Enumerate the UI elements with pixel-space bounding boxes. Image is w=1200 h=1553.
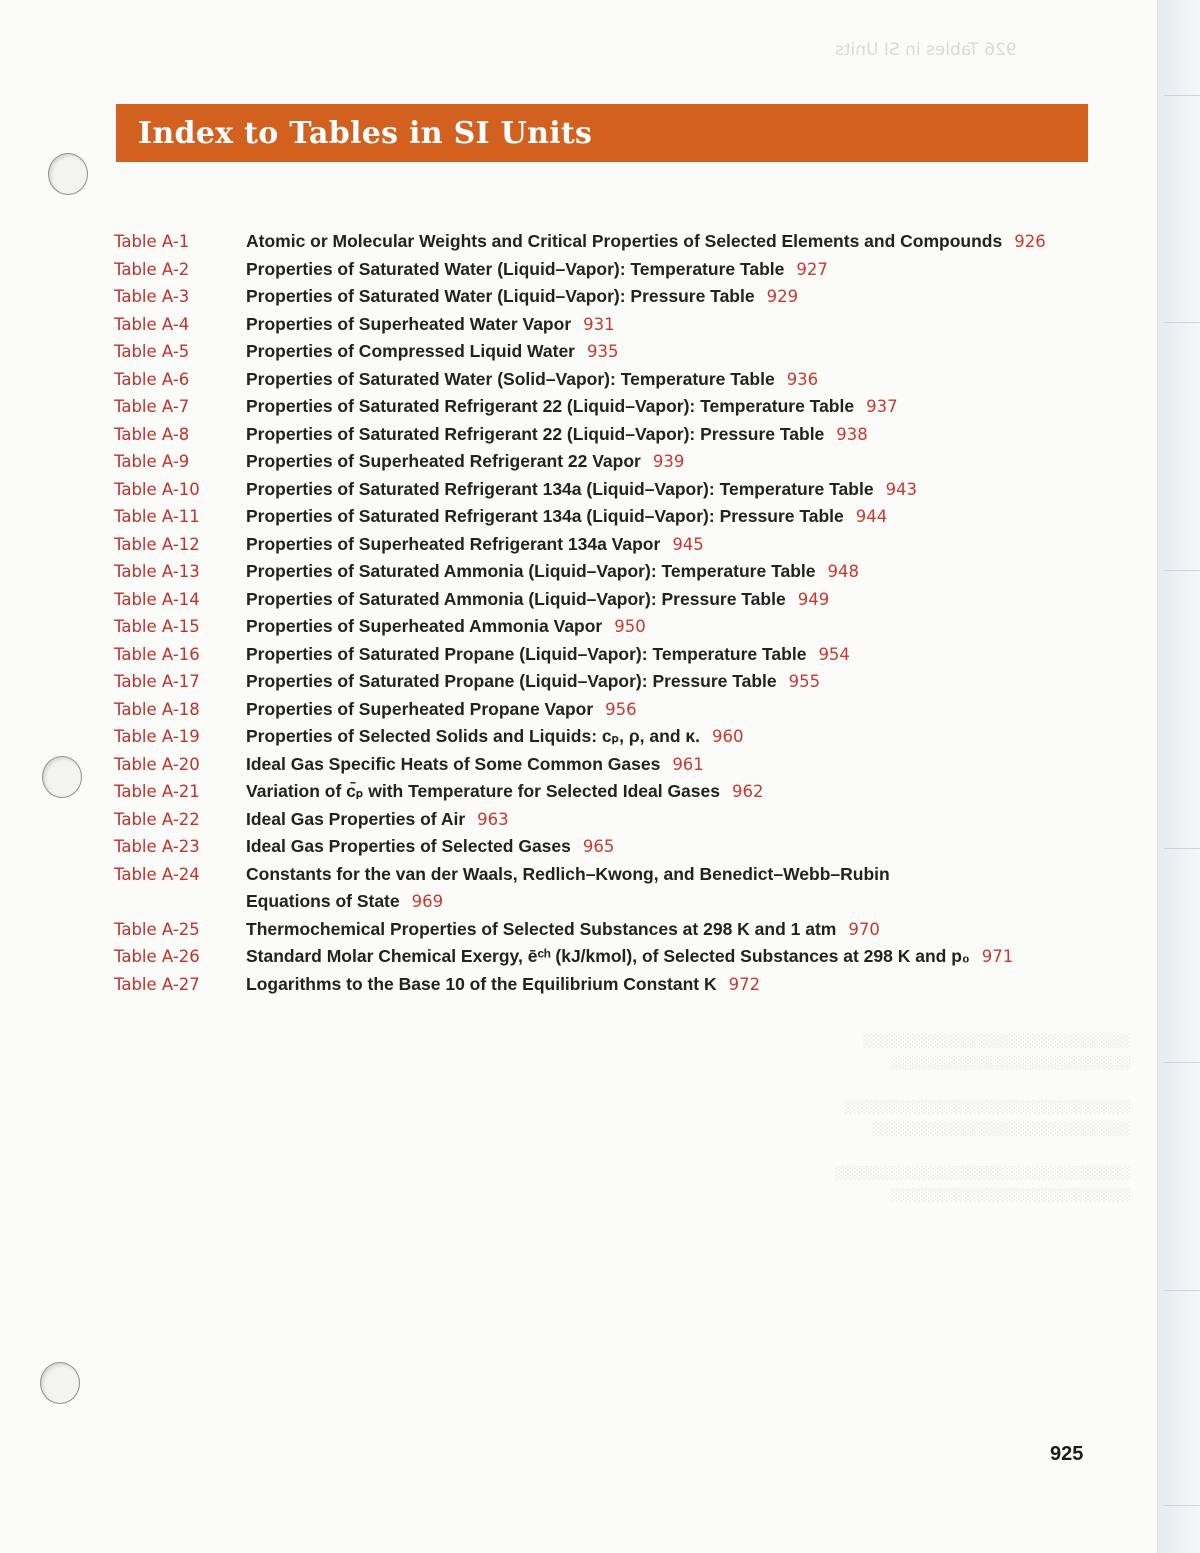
- table-title-text: Properties of Saturated Refrigerant 22 (Liquid–Vapor): Pressure Table: [246, 423, 825, 444]
- table-page-number: 962: [732, 782, 764, 801]
- index-entry: [0, 861, 1160, 916]
- index-entry: [0, 586, 1160, 614]
- table-title-text: Properties of Saturated Water (Solid–Vapor): Temperature Table: [246, 368, 775, 389]
- table-title: [246, 751, 1086, 779]
- table-page-number: 931: [583, 314, 615, 334]
- table-page-number: 939: [652, 452, 685, 471]
- table-page-number: 972: [728, 974, 761, 994]
- table-title-text: Atomic or Molecular Weights and Critical Properties of Selected Elements and Compounds: [246, 231, 1003, 251]
- table-title-text: Variation of c̄ₚ with Temperature for Selected Ideal Gases: [246, 781, 720, 801]
- index-entry: [0, 256, 1160, 284]
- index-entry: [0, 393, 1160, 421]
- table-label: Table A-27: [114, 974, 200, 994]
- table-label: Table A-20: [114, 754, 200, 774]
- table-title-text: Properties of Saturated Ammonia (Liquid–Vapor): Pressure Table: [246, 588, 786, 609]
- title-banner: [116, 104, 1088, 162]
- table-page-number: 927: [796, 259, 828, 279]
- table-label: Table A-7: [114, 397, 190, 416]
- table-page-number: 948: [827, 562, 859, 581]
- table-title-text: Properties of Superheated Water Vapor: [246, 313, 572, 334]
- table-title-continuation: Equations of State: [246, 891, 400, 911]
- table-index-list: [0, 228, 1160, 998]
- table-page-number: 929: [766, 287, 799, 306]
- table-page-number: 956: [605, 699, 637, 719]
- bleed-through-header: 926 Tables in SI Units: [835, 40, 1017, 60]
- table-title: [246, 806, 1086, 834]
- table-page-number: 936: [786, 369, 819, 389]
- table-label: Table A-11: [114, 507, 200, 526]
- table-label: Table A-13: [114, 562, 200, 581]
- table-title: [246, 338, 1086, 366]
- table-page-number: 954: [818, 644, 850, 664]
- index-entry: [0, 833, 1160, 861]
- punch-hole-bottom: [40, 1362, 80, 1404]
- table-title-text: Properties of Selected Solids and Liquids: cₚ, ρ, and κ.: [246, 726, 700, 746]
- table-label: Table A-19: [114, 727, 200, 746]
- table-page-number: 960: [712, 727, 744, 746]
- table-page-number: 963: [477, 809, 509, 829]
- table-page-number: 969: [411, 892, 444, 911]
- table-title: [246, 696, 1086, 724]
- index-entry: [0, 311, 1160, 339]
- index-entry: [0, 723, 1160, 751]
- table-title: [246, 228, 1086, 256]
- table-title-text: Properties of Saturated Refrigerant 134a (Liquid–Vapor): Pressure Table: [246, 506, 844, 526]
- table-page-number: 970: [848, 919, 880, 939]
- bleed-through-text: ░░░░░░░░░░░░░░░░░░░░░░░░░░░░░ ░░░░░░░░░░░░░░░░░░░░░░░░░░ ░░░░░░░░░░░░░░░░░░░░░░░░░░░░░░░ ░░░░░░░░░░░░░░░░░░░░░░░░░░░░ ░░░░░░░░░░░░░░░░░░░░░░░░░░░░░░░░ ░░░░░░░░░░░░░░░░░░░░░░░░░░: [834, 1034, 1130, 1202]
- index-entry: [0, 476, 1160, 504]
- table-label: Table A-1: [114, 232, 190, 251]
- table-title: [246, 723, 1086, 751]
- table-label: Table A-8: [114, 424, 190, 444]
- table-page-number: 955: [788, 672, 821, 691]
- index-entry: [0, 668, 1160, 696]
- index-entry: [0, 228, 1160, 256]
- table-title: [246, 641, 1086, 669]
- table-title: [246, 943, 1086, 971]
- table-title-text: Properties of Saturated Water (Liquid–Vapor): Temperature Table: [246, 258, 785, 279]
- table-label: Table A-5: [114, 342, 190, 361]
- table-label: Table A-17: [114, 672, 200, 691]
- table-title-text: Properties of Saturated Propane (Liquid–Vapor): Pressure Table: [246, 671, 777, 691]
- table-page-number: 938: [836, 424, 868, 444]
- table-label: Table A-9: [114, 452, 190, 471]
- table-title: [246, 366, 1086, 394]
- table-page-number: 961: [672, 754, 704, 774]
- table-label: Table A-4: [114, 314, 190, 334]
- table-title: [246, 613, 1086, 641]
- table-label: Table A-16: [114, 644, 200, 664]
- table-page-number: 926: [1014, 232, 1046, 251]
- table-title-text: Properties of Saturated Ammonia (Liquid–Vapor): Temperature Table: [246, 561, 816, 581]
- table-title: [246, 916, 1086, 944]
- table-page-number: 950: [614, 617, 646, 636]
- index-entry: [0, 943, 1160, 971]
- table-title: [246, 503, 1086, 531]
- table-title: [246, 586, 1086, 614]
- table-title: [246, 861, 1086, 916]
- table-page-number: 945: [672, 534, 704, 554]
- table-title: [246, 393, 1086, 421]
- table-title: [246, 256, 1086, 284]
- index-entry: [0, 751, 1160, 779]
- table-label: Table A-6: [114, 369, 190, 389]
- table-title: [246, 283, 1086, 311]
- table-label: Table A-15: [114, 617, 200, 636]
- table-label: Table A-23: [114, 837, 200, 856]
- table-title: [246, 778, 1086, 806]
- index-entry: [0, 696, 1160, 724]
- table-title-text: Properties of Saturated Water (Liquid–Vapor): Pressure Table: [246, 286, 755, 306]
- table-title: [246, 558, 1086, 586]
- page-edge: [1157, 0, 1200, 1553]
- table-page-number: 943: [885, 479, 918, 499]
- table-page-number: 965: [582, 837, 615, 856]
- page-title: Index to Tables in SI Units: [138, 116, 593, 151]
- table-title-text: Ideal Gas Specific Heats of Some Common Gases: [246, 753, 661, 774]
- table-title-text: Logarithms to the Base 10 of the Equilibrium Constant K: [246, 973, 717, 994]
- index-entry: [0, 916, 1160, 944]
- index-entry: [0, 641, 1160, 669]
- index-entry: [0, 558, 1160, 586]
- table-label: Table A-12: [114, 534, 200, 554]
- table-label: Table A-10: [114, 479, 200, 499]
- index-entry: [0, 531, 1160, 559]
- table-title-text: Properties of Saturated Propane (Liquid–Vapor): Temperature Table: [246, 643, 807, 664]
- table-title-text: Properties of Superheated Propane Vapor: [246, 698, 594, 719]
- table-title-text: Ideal Gas Properties of Air: [246, 808, 466, 829]
- table-label: Table A-2: [114, 259, 190, 279]
- page-number: 925: [1050, 1443, 1084, 1465]
- table-title: [246, 971, 1086, 999]
- table-title: [246, 448, 1086, 476]
- table-title-text: Properties of Saturated Refrigerant 134a (Liquid–Vapor): Temperature Table: [246, 478, 874, 499]
- table-label: Table A-21: [114, 782, 200, 801]
- table-title-text: Constants for the van der Waals, Redlich–Kwong, and Benedict–Webb–Rubin: [246, 863, 890, 884]
- table-label: Table A-24: [114, 864, 200, 884]
- table-title: [246, 668, 1086, 696]
- table-title: [246, 833, 1086, 861]
- table-title: [246, 421, 1086, 449]
- table-title-text: Properties of Superheated Refrigerant 134a Vapor: [246, 533, 661, 554]
- index-entry: [0, 503, 1160, 531]
- index-entry: [0, 971, 1160, 999]
- table-title-text: Standard Molar Chemical Exergy, ēᶜʰ (kJ/kmol), of Selected Substances at 298 K and p₀: [246, 946, 970, 966]
- table-label: Table A-26: [114, 947, 200, 966]
- table-page-number: 971: [981, 947, 1014, 966]
- table-label: Table A-22: [114, 809, 200, 829]
- table-page-number: 937: [866, 397, 898, 416]
- index-entry: [0, 806, 1160, 834]
- punch-hole-top: [48, 153, 88, 195]
- table-label: Table A-18: [114, 699, 200, 719]
- index-entry: [0, 448, 1160, 476]
- index-entry: [0, 338, 1160, 366]
- table-title: [246, 531, 1086, 559]
- table-page-number: 949: [797, 589, 830, 609]
- index-entry: [0, 778, 1160, 806]
- table-title-text: Ideal Gas Properties of Selected Gases: [246, 836, 571, 856]
- table-title-text: Properties of Superheated Refrigerant 22 Vapor: [246, 451, 641, 471]
- table-title: [246, 476, 1086, 504]
- table-label: Table A-3: [114, 287, 190, 306]
- table-label: Table A-25: [114, 919, 200, 939]
- table-title-text: Properties of Saturated Refrigerant 22 (Liquid–Vapor): Temperature Table: [246, 396, 855, 416]
- index-entry: [0, 283, 1160, 311]
- table-title-text: Properties of Compressed Liquid Water: [246, 341, 575, 361]
- table-title-text: Thermochemical Properties of Selected Substances at 298 K and 1 atm: [246, 918, 837, 939]
- table-page-number: 944: [855, 507, 888, 526]
- table-page-number: 935: [587, 342, 619, 361]
- index-entry: [0, 421, 1160, 449]
- index-entry: [0, 366, 1160, 394]
- index-entry: [0, 613, 1160, 641]
- table-title-text: Properties of Superheated Ammonia Vapor: [246, 616, 603, 636]
- table-title: [246, 311, 1086, 339]
- table-label: Table A-14: [114, 589, 200, 609]
